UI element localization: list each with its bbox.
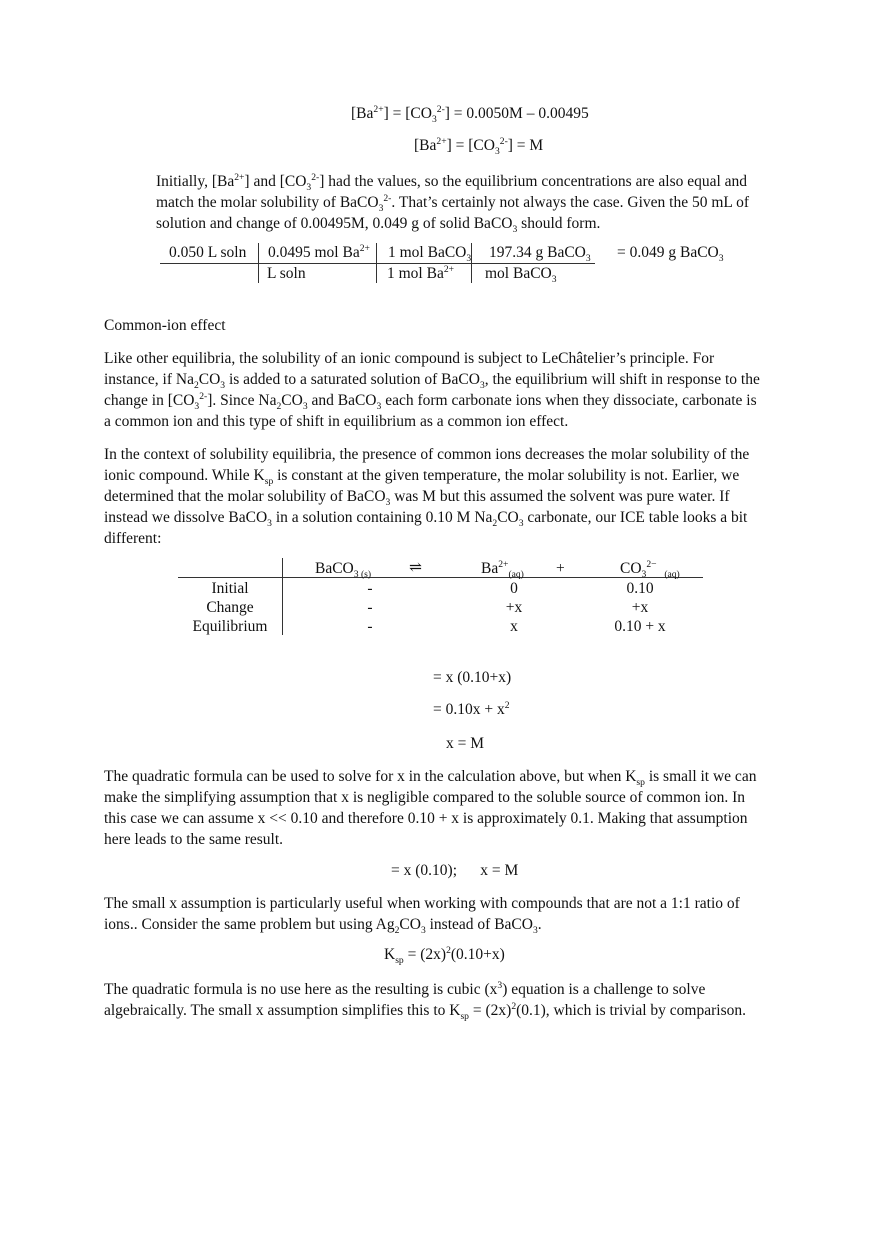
ice-cell: +x <box>505 599 523 616</box>
paragraph-small-x: The small x assumption is particularly useful when working with compounds that are not a 1:1 ratio of ions.. Consider the same problem but using $Ag_2CO_3$ instead of BaCO$_3$. <box>104 895 740 937</box>
paragraph-cubic: The quadratic formula is no use here as the resulting is cubic $(x^3)$ equation is a challenge to solve algebraically. The small x assumption simplifies this to $K_{sp} = (2x)^2(0.1)$, which is trivial by comparison. <box>104 979 746 1023</box>
ice-cell: 0.10 + x <box>614 618 666 635</box>
conversion-divider <box>376 243 377 283</box>
equation-simplified: = x (0.10); x = M <box>391 862 519 879</box>
equation-ag2co3-ksp: $K_{sp} = (2x)^2(0.10+x)$ <box>384 944 505 967</box>
ice-cell: 0 <box>510 580 518 597</box>
equation-expanded: = $0.10x + x^2$ <box>433 699 510 718</box>
conversion-denominator-mol-baco3: mol BaCO$_3$ <box>485 265 557 286</box>
ice-cell: - <box>367 599 373 616</box>
paragraph-quadratic: The quadratic formula can be used to solve for x in the calculation above, but when $K_{sp}$ is small it we can make the simplifying assumption that x is negligible compared to the soluble source of common ion. In this case we can assume x << 0.10 and therefore 0.10 + x is approximately 0.1. Making that assumption here leads to the same result. <box>104 768 757 848</box>
conversion-result: = 0.049 g BaCO$_3$ <box>617 244 724 265</box>
paragraph-initial-values: Initially, $[Ba^{2+}]$ and $[CO_3^{2-}]$ had the values, so the equilibrium concentrations are also equal and match the molar solubility of BaCO$_3^{2-}$. That’s certainly not always the case. Given the 50 mL of solution and change of 0.00495M, 0.049 g of solid BaCO$_3$ should form. <box>156 171 750 236</box>
paragraph-lechatelier: Like other equilibria, the solubility of an ionic compound is subject to LeChâtelier’s principle. For instance, if $Na_2CO_3$ is added to a saturated solution of BaCO$_3$, the equilibrium will shift in response to the change in $[CO_3^{2-}]$. Since $Na_2CO_3$ and BaCO$_3$ each form carbonate ions when they dissociate, carbonate is a common ion and this type of shift in equilibrium as a common ion effect. <box>104 350 760 430</box>
ice-header-plus: + <box>556 560 565 577</box>
ice-header-co3: $CO_3^{2-}$ $_{(aq)}$ <box>620 558 680 581</box>
conversion-divider <box>258 243 259 283</box>
ice-header-equilibrium-arrow: ⇌ <box>409 559 422 576</box>
equation-molar-solubility: $[Ba^{2+}] = [CO_3^{2-}] = M$ <box>414 135 544 158</box>
ice-header-baco3: BaCO$_{3 (s)}$ <box>315 560 372 581</box>
conversion-denominator-l-soln: L soln <box>267 265 306 282</box>
ice-row-label: Equilibrium <box>192 618 268 635</box>
ice-cell: +x <box>631 599 649 616</box>
conversion-molar-mass: 197.34 g BaCO$_3$ <box>489 244 591 265</box>
paragraph-common-ion-solubility: In the context of solubility equilibria, the presence of common ions decreases the molar solubility of the ionic compound. While $K_{sp}$ is constant at the given temperature, the molar solubility is not. Earlier, we determined that the molar solubility of BaCO$_3$ was M but this assumed the solvent was pure water. If instead we dissolve BaCO$_3$ in a solution containing 0.10 M $Na_2CO_3$ carbonate, our ICE table looks a bit different: <box>104 446 750 547</box>
ice-row-label: Initial <box>211 580 249 597</box>
ice-cell: 0.10 <box>626 580 654 597</box>
conversion-mol-ba: 1 mol $Ba^{2+}$ <box>387 263 455 282</box>
ice-label-divider <box>282 558 283 635</box>
ice-cell: - <box>367 618 373 635</box>
conversion-volume: 0.050 L soln <box>169 244 247 261</box>
section-heading: Common-ion effect <box>104 317 226 334</box>
equation-x-result: x = M <box>446 735 485 752</box>
conversion-fraction-bar <box>160 263 595 264</box>
conversion-mol-baco3: 1 mol BaCO$_3$ <box>388 244 472 265</box>
ice-header-ba: $Ba^{2+}_{(aq)}$ <box>481 558 524 581</box>
ice-cell: - <box>367 580 373 597</box>
conversion-moles-ba: 0.0495 mol $Ba^{2+}$ <box>268 242 370 261</box>
ice-row-label: Change <box>206 599 254 616</box>
ice-cell: x <box>510 618 518 635</box>
equation-equilibrium-concentration: $[Ba^{2+}] = [CO_3^{2-}] = 0.0050M - 0.00495$ <box>351 103 589 126</box>
equation-ksp-expression: = x (0.10+x) <box>433 669 512 686</box>
